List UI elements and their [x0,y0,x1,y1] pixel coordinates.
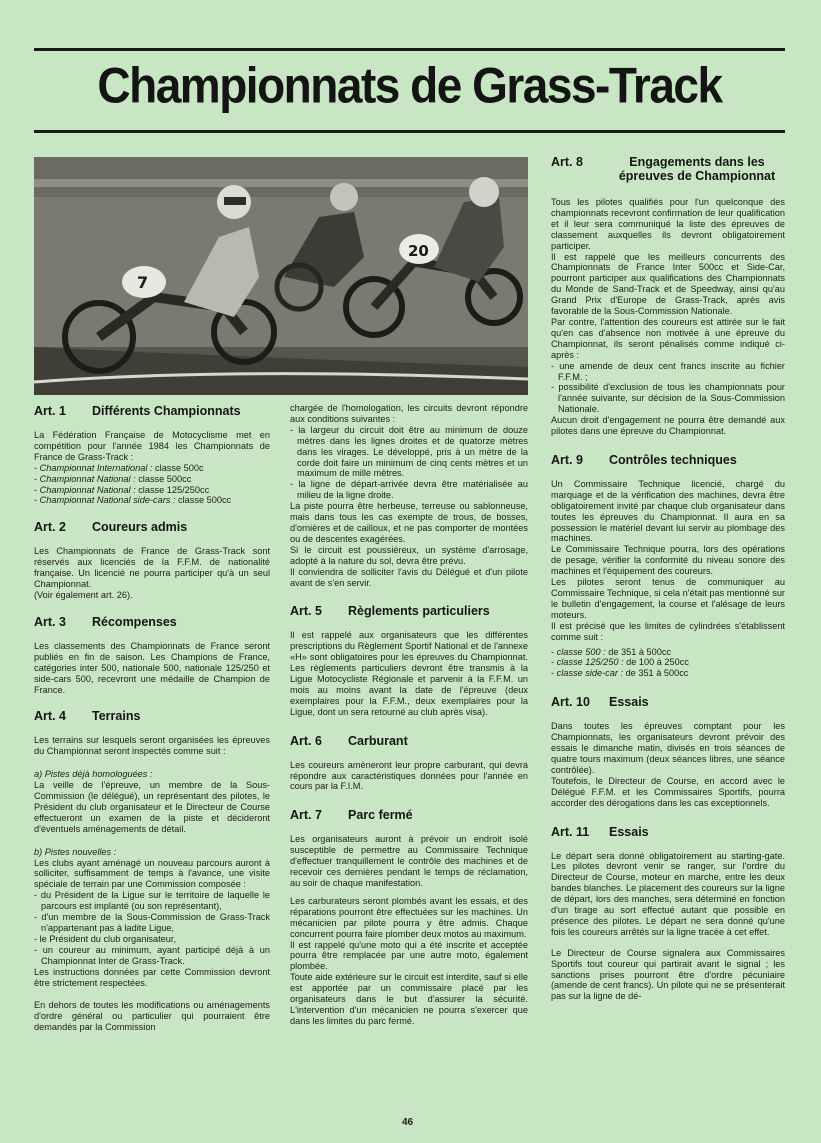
art9-p2: Le Commissaire Technique pourra, lors des opérations de pesage, vérifier la conformité du niveau sonore des machines et l'équipement des coureurs. [551,544,785,577]
art8-p2: Il est rappelé que les meilleurs concurrents des Championnats de France Inter 500cc et Side-Car, pourront participer aux qualifications des Championnats du Monde de Sand-Track et de Speedway, ainsi qu'au Grand Prix d'Europe de Grass-Track, après avis favorable de la Sous-Commission Nationale. [551,251,785,317]
art5-number: Art. 5 [290,604,322,619]
art11-title: Essais [609,824,649,839]
art3-text: Les classements des Championnats de France seront publiés en fin de saison. Les Champions de France, catégories inter 500, nationale 500, nationale 125/250 et side-cars 500, recevront une médaille de Champion de France. [34,640,270,695]
col2-p2: La piste pourra être herbeuse, terreuse ou sablonneuse, mais dans tous les cas exempte de trous, de bosses, d'ornières et de cailloux, et ne pas comporter de montées ou de descentes exagérées. [290,501,528,544]
art7-heading [290,808,528,822]
art8-number: Art. 8 [551,155,583,169]
art7-p4: Toute aide extérieure sur le circuit est interdite, sauf si elle est apportée par un commissaire placé par les organisateurs dans le but d'assurer la sécurité. L'intervention d'un mécanicien ne pourra s'exercer que dans les limites du parc fermé. [290,972,528,1026]
art6-title: Carburant [348,733,408,748]
list-item: - la ligne de départ-arrivée devra être matérialisée au milieu de la ligne droite. [290,479,528,501]
art9-list [551,647,785,680]
art11-p2: Le Directeur de Course signalera aux Commissaires Sportifs tout coureur qui partirait avant le signal ; les sanctions prises pourront être d'ordre pécuniaire (amende de cent francs). Un pilote qui ne se présenterait pas sur la ligne de dé- [551,947,785,1002]
column-3 [551,155,785,1002]
art7-p3: Il est rappelé qu'une moto qui a été inscrite et acceptée pourra être remplacée par une autre moto, également plombée. [290,939,528,972]
art7-p2: Les carburateurs seront plombés avant les essais, et des réparations pourront être effectuées sur les machines. Un mécanicien par pilote pourra y être admis. Chaque concurrent pourra faire plomber deux motos au maximum. [290,895,528,939]
art1-number: Art. 1 [34,404,66,418]
art9-heading [551,453,785,467]
list-item: - Championnat National side-cars : classe 500cc [34,495,270,506]
art8-p3: Par contre, l'attention des coureurs est attirée sur le fait qu'en cas d'absence non motivée à une épreuve du Championnat, ils seront pénalisés comme indiqué ci-après : [551,316,785,360]
list-item: - classe 500 : de 351 à 500cc [551,647,785,658]
art10-p1: Dans toutes les épreuves comptant pour les Championnats, les organisateurs devront prévoir des essais le dimanche matin, divisés en trois séances de quatre tours maximum (deux séances libres, une séance contrôlée). [551,721,785,775]
art7-p1: Les organisateurs auront à prévoir un endroit isolé susceptible de permettre au Commissaire Technique d'effectuer tranquillement le contrôle des machines et de recevoir ces dernières pendant le temps de réclamation, au soir de chaque manifestation. [290,834,528,888]
art4-b-end: Les instructions données par cette Commission devront être strictement respectées. [34,966,270,988]
art11-p1: Le départ sera donné obligatoirement au starting-gate. Les pilotes devront venir se ranger, sur l'ordre du Directeur de Course, moteur en marche, entre les deux bandes blanches. Le placement des coureurs sur la ligne de départ, lors des manches, sera déterminé en fonction d'un tirage au sort effectué autant que possible en présence des pilotes. Le départ ne sera donné qu'une fois les coureurs arrêtés sur la ligne tracée à cet effet. [551,850,785,937]
art1-heading [34,404,270,418]
art1-intro: La Fédération Française de Motocyclisme met en compétition pour l'année 1984 les Championnats de France de Grass-Track : [34,430,270,462]
art5-text: Il est rappelé aux organisateurs que les différentes prescriptions du Règlement Sportif National et de l'annexe «H» sont obligatoires pour les épreuves du Championnat. Les règlements particuliers devront être transmis à la Ligue Motocycliste Régionale et parvenir à la F.F.M. un mois au moins avant la date de l'épreuve (deux exemplaires pour la F.F.M., deux exemplaires pour la Ligue, dont un sera retourné au club après visa). [290,630,528,717]
list-item: - d'un membre de la Sous-Commission de Grass-Track n'appartenant pas à ladite Ligue, [34,912,270,934]
art3-title: Récompenses [92,614,177,629]
art11-heading [551,825,785,839]
art3-heading [34,615,270,629]
art8-p1: Tous les pilotes qualifiés pour l'un quelconque des championnats recevront confirmation de leur qualification et il leur sera communiqué la liste des épreuves de classement auxquelles ils devront obligatoirement participer. [551,197,785,251]
svg-text:7: 7 [137,273,149,292]
list-item: - la largeur du circuit doit être au minimum de douze mètres dans les lignes droites et de quatorze mètres dans les virages. Le développé, pris à un mètre de la corde doit faire un minimum de cinq cents mètres et un maximum de mille mètres. [290,425,528,480]
list-item: - Championnat National : classe 125/250cc [34,485,270,496]
art1-list [34,463,270,507]
page-number: 46 [402,1117,414,1128]
art4-b-heading: b) Pistes nouvelles : [34,846,117,857]
col2-p3: Si le circuit est poussiéreux, un système d'arrosage, adopté à la nature du sol, devra être prévu. [290,544,528,566]
page-title: Championnats de Grass-Track [97,56,722,114]
art10-number: Art. 10 [551,695,590,710]
list-item: - une amende de deux cent francs inscrite au fichier F.F.M. ; [551,361,785,383]
art4-number: Art. 4 [34,709,66,724]
art9-title: Contrôles techniques [609,452,737,467]
art1-title: Différents Championnats [92,404,241,418]
art8-p4: Aucun droit d'engagement ne pourra être demandé aux pilotes dans une épreuve du Championnat. [551,415,785,437]
art7-number: Art. 7 [290,808,322,823]
col2-p4: Il conviendra de solliciter l'avis du Délégué et d'un pilote avant de s'en servir. [290,566,528,588]
title-bottom-rule [34,130,785,133]
art6-heading [290,734,528,748]
art9-p3: Les pilotes seront tenus de communiquer au Commissaire Technique, si cela n'était pas mentionné sur le bulletin d'engagement, la course et l'alésage de leurs moteurs. [551,577,785,620]
art2-note: (Voir également art. 26). [34,589,133,600]
column-2 [290,403,528,1027]
art3-number: Art. 3 [34,614,66,629]
art8-title: Engagements dans les épreuves de Championnat [618,155,776,183]
column-1 [34,404,270,1033]
list-item: - du Président de la Ligue sur le territoire de laquelle le parcours est implanté (ou son représentant), [34,890,270,912]
grass-track-photo [34,157,528,395]
art4-a-text: La veille de l'épreuve, un membre de la Sous-Commission (le délégué), un représentant des pilotes, le Président du club organisateur et le Directeur de Course effectueront un examen de la piste et décideront d'éventuels aménagements de détail. [34,780,270,834]
art11-number: Art. 11 [551,824,590,839]
art4-title: Terrains [92,709,141,724]
top-rule [34,48,785,51]
art10-heading [551,695,785,709]
list-item: - Championnat National : classe 500cc [34,474,270,485]
art9-p4: Il est précisé que les limites de cylindrées s'établissent comme suit : [551,620,785,642]
list-item: - classe side-car : de 351 à 500cc [551,668,785,679]
art8-heading [551,155,785,183]
art2-title: Coureurs admis [92,520,188,535]
art6-number: Art. 6 [290,733,322,748]
list-item: - le Président du club organisateur, [34,934,270,945]
art8-list [551,361,785,416]
list-item: - Championnat International : classe 500c [34,463,270,474]
art4-b-list [34,890,270,966]
art4-intro: Les terrains sur lesquels seront organisées les épreuves du Championnat seront inspectés comme suit : [34,735,270,757]
art4-heading [34,709,270,723]
col2-list [290,425,528,501]
art2-text: Les Championnats de France de Grass-Track sont réservés aux licenciés de la F.F.M. de nationalité française. Un licencié ne pourra participer qu'à un seul Championnat. [34,546,270,590]
art4-b-text: Les clubs ayant aménagé un nouveau parcours auront à solliciter, suffisamment de temps à l'avance, une visite spéciale de terrain par une Commission composée : [34,857,270,890]
art9-p1: Un Commissaire Technique licencié, chargé du marquage et de la vérification des machines, devra être obligatoirement invité par chaque club organisateur dans toutes les épreuves du Championnat. Il aura en sa possession le matériel devant lui servir au plombage des machines. [551,478,785,544]
list-item: - classe 125/250 : de 100 à 250cc [551,657,785,668]
svg-text:20: 20 [408,242,429,260]
col2-continuation: chargée de l'homologation, les circuits devront répondre aux conditions suivantes : [290,403,528,424]
art9-number: Art. 9 [551,452,583,467]
list-item: - un coureur au minimum, ayant participé déjà à un Championnat Inter de Grass-Track. [34,945,270,967]
art6-text: Les coureurs amèneront leur propre carburant, qui devra répondre aux caractéristiques données pour l'année en cours par la F.I.M. [290,759,528,792]
photo-illustration [34,157,528,395]
art10-p2: Toutefois, le Directeur de Course, en accord avec le Délégué F.F.M. et les Commissaires Sportifs, pourra accorder des dérogations dans les cas exceptionnels. [551,775,785,808]
art2-number: Art. 2 [34,520,66,535]
art4-final: En dehors de toutes les modifications ou aménagements d'ordre général ou particulier qui pourraient être demandés par la Commission [34,1000,270,1033]
art10-title: Essais [609,695,649,710]
art5-heading [290,604,528,618]
art5-title: Règlements particuliers [348,604,490,619]
art2-heading [34,520,270,534]
art7-title: Parc fermé [348,808,413,823]
art4-a-heading: a) Pistes déjà homologuées : [34,769,153,780]
list-item: - possibilité d'exclusion de tous les championnats pour l'année suivante, sur décision de la Sous-Commission Nationale. [551,382,785,415]
